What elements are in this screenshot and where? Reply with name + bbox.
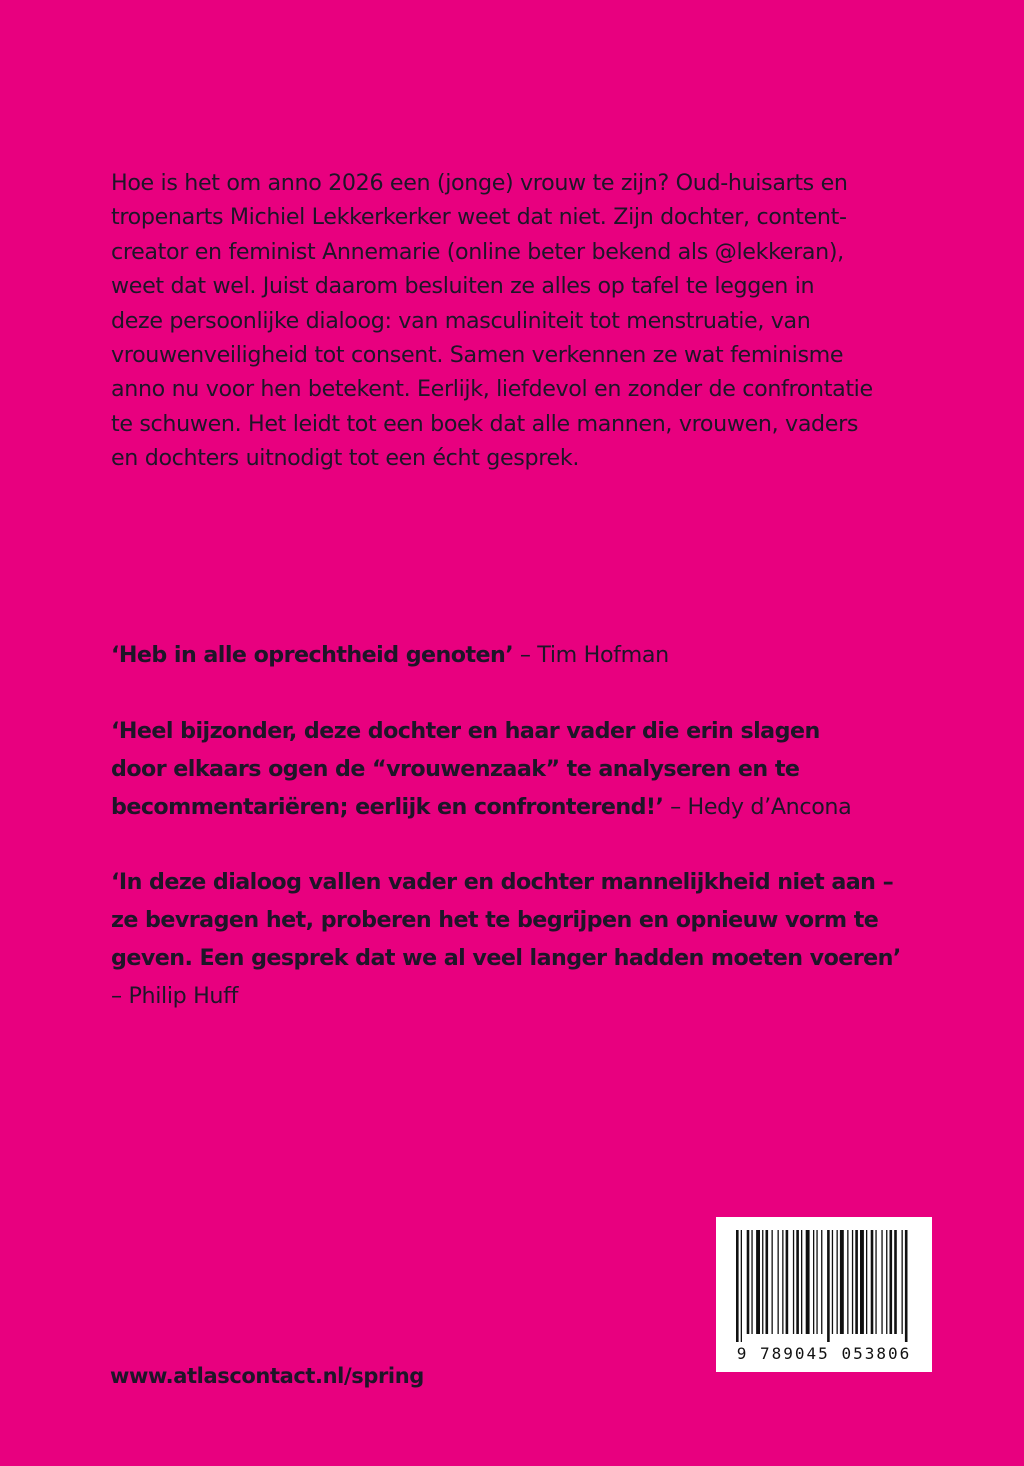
quote-line [111, 750, 931, 788]
blurb-line: vrouwenveiligheid tot consent. Samen verkennen ze wat feminisme [111, 342, 844, 369]
quote-line [111, 712, 931, 750]
blurb-line: te schuwen. Het leidt tot een boek dat alle mannen, vrouwen, vaders [111, 410, 859, 437]
barcode-bar [751, 1230, 752, 1334]
barcode-bar [866, 1230, 867, 1334]
barcode-bar [894, 1230, 897, 1334]
quote-attribution: – Philip Huff [111, 983, 239, 1009]
barcode-bar [905, 1230, 908, 1342]
barcode-bar [762, 1230, 763, 1334]
quote-text: ‘In deze dialoog vallen vader en dochter mannelijkheid niet aan – [111, 869, 894, 895]
blurb-line: Hoe is het om anno 2026 een (jonge) vrouw te zijn? Oud-huisarts en [111, 170, 848, 196]
barcode-bar [855, 1230, 858, 1334]
barcode-bar [837, 1230, 838, 1334]
barcode-bar [827, 1230, 830, 1342]
blurb-line: deze persoonlijke dialoog: van masculiniteit tot menstruatie, van [111, 307, 811, 334]
quote-line [111, 901, 931, 939]
quote-line [111, 863, 931, 901]
quote-line [111, 636, 931, 674]
blurb-line: tropenarts Michiel Lekkerkerker weet dat niet. Zijn dochter, content- [111, 204, 847, 231]
quote-text: ‘Heb in alle oprechtheid genoten’ [111, 642, 514, 668]
blurb-line: weet dat wel. Juist daarom besluiten ze alles op tafel te leggen in [111, 273, 815, 300]
barcode-bar [782, 1230, 783, 1334]
barcode-bar [766, 1230, 769, 1334]
barcode-bar [875, 1230, 876, 1334]
blurb-text [111, 166, 931, 476]
barcode-bar [747, 1230, 750, 1334]
barcode-bar [881, 1230, 882, 1334]
quote-text: geven. Een gesprek dat we al veel langer hadden moeten voeren’ [111, 945, 901, 971]
barcode-bar [736, 1230, 739, 1342]
quote-line [111, 939, 931, 977]
quote-line [111, 788, 931, 826]
quote-attribution: – Hedy d’Ancona [663, 794, 852, 820]
barcode-bar [813, 1230, 814, 1334]
blurb-line: anno nu voor hen betekent. Eerlijk, liefdevol en zonder de confrontatie [111, 376, 873, 403]
quote-text: ze bevragen het, proberen het te begrijpen en opnieuw vorm te [111, 907, 879, 933]
barcode-bar [832, 1230, 833, 1334]
barcode-bar [816, 1230, 817, 1334]
barcode-bar [756, 1230, 760, 1334]
barcode-bar [786, 1230, 789, 1334]
barcode-bar [793, 1230, 794, 1334]
barcode-bar [801, 1230, 802, 1334]
barcode-bar [890, 1230, 893, 1334]
barcode-bar [772, 1230, 773, 1334]
barcode-bars [736, 1230, 912, 1342]
barcode-bar [806, 1230, 810, 1334]
barcode-bar [871, 1230, 874, 1334]
isbn-number: 9 789045 053806 [736, 1344, 912, 1363]
barcode-bar [860, 1230, 864, 1334]
quote-tim-hofman [111, 636, 931, 674]
quote-attribution: – Tim Hofman [513, 642, 669, 668]
quote-text: door elkaars ogen de “vrouwenzaak” te analyseren en te [111, 756, 800, 782]
barcode-bar [741, 1230, 742, 1342]
barcode-bar [847, 1230, 848, 1334]
barcode-bar [902, 1230, 903, 1334]
barcode-bar [840, 1230, 844, 1334]
barcode-bar [852, 1230, 853, 1334]
barcode-bar [778, 1230, 779, 1334]
barcode-bar [886, 1230, 887, 1334]
quote-philip-huff [111, 863, 931, 1015]
quote-text: becommentariëren; eerlijk en confronterend!’ [111, 794, 664, 820]
barcode-bar [821, 1230, 822, 1334]
isbn-barcode [716, 1217, 932, 1372]
barcode-bar [796, 1230, 799, 1334]
quote-hedy-dancona [111, 712, 931, 826]
blurb-line: creator en feminist Annemarie (online beter bekend als @lekkeran), [111, 238, 844, 265]
quote-text: ‘Heel bijzonder, deze dochter en haar vader die erin slagen [111, 718, 820, 744]
blurb-line: en dochters uitnodigt tot een écht gesprek. [111, 445, 580, 472]
publisher-website[interactable]: www.atlascontact.nl/spring [110, 1364, 424, 1388]
quote-line [111, 977, 931, 1015]
